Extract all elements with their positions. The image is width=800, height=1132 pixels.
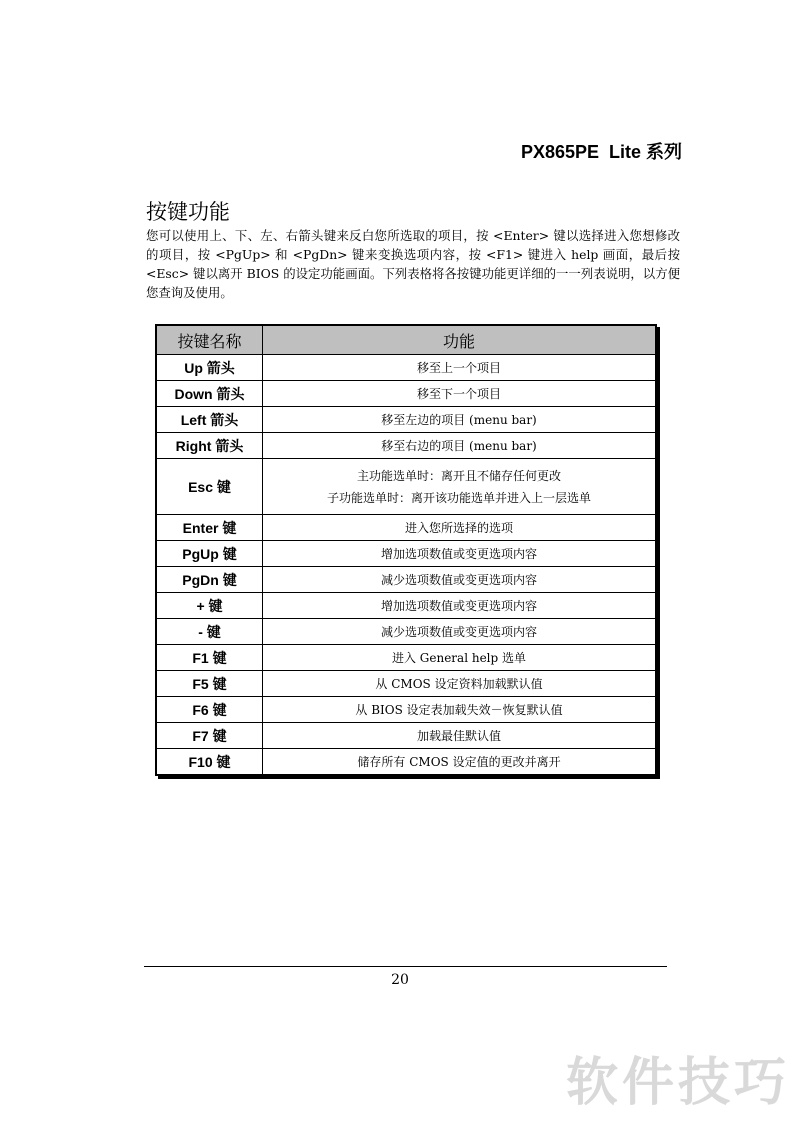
function-cell: 移至下一个项目 <box>263 381 656 407</box>
table-row <box>157 645 656 671</box>
footer-divider <box>144 966 667 967</box>
function-line: 子功能选单时：离开该功能选单并进入上一层选单 <box>326 490 591 505</box>
table-row <box>157 515 656 541</box>
table-row <box>157 433 656 459</box>
function-cell: 从 BIOS 设定表加载失效－恢复默认值 <box>263 697 656 723</box>
table-row <box>157 723 656 749</box>
function-cell: 增加选项数值或变更选项内容 <box>263 541 656 567</box>
table-row <box>157 749 656 775</box>
function-cell: 从 CMOS 设定资料加载默认值 <box>263 671 656 697</box>
table-row <box>157 593 656 619</box>
key-name-cell: PgUp 键 <box>157 541 263 567</box>
section-title: 按键功能 <box>146 200 230 224</box>
key-name-cell: - 键 <box>157 619 263 645</box>
table-row <box>157 459 656 515</box>
table-row <box>157 355 656 381</box>
key-name-cell: + 键 <box>157 593 263 619</box>
function-line: 主功能选单时：离开且不储存任何更改 <box>356 468 561 483</box>
intro-paragraph: 您可以使用上、下、左、右箭头键来反白您所选取的项目，按 <Enter> 键以选择进入您想修改的项目，按 <PgUp> 和 <PgDn> 键来变换选项内容，按 <F1> 键进入 help 画面，最后按 <Esc> 键以离开 BIOS 的设定功能画面。下列表格将各按键功能更详细的一一列表说明，以方便您查询及使用。 <box>146 228 680 300</box>
function-cell <box>263 459 656 515</box>
function-cell: 移至右边的项目 (menu bar) <box>263 433 656 459</box>
table-row <box>157 381 656 407</box>
function-cell: 进入您所选择的选项 <box>263 515 656 541</box>
function-cell: 减少选项数值或变更选项内容 <box>263 619 656 645</box>
key-name-cell: F1 键 <box>157 645 263 671</box>
function-cell: 储存所有 CMOS 设定值的更改并离开 <box>263 749 656 775</box>
key-name-cell: F5 键 <box>157 671 263 697</box>
page-header: PX865PE Lite 系列 <box>520 142 682 162</box>
key-name-cell: Down 箭头 <box>157 381 263 407</box>
key-name-cell: Enter 键 <box>157 515 263 541</box>
key-name-cell: F7 键 <box>157 723 263 749</box>
table-row <box>157 671 656 697</box>
key-name-cell: F6 键 <box>157 697 263 723</box>
key-name-cell: Up 箭头 <box>157 355 263 381</box>
key-name-cell: Esc 键 <box>157 459 263 515</box>
function-cell: 移至上一个项目 <box>263 355 656 381</box>
watermark: 软件技巧 <box>565 1053 790 1113</box>
function-cell: 增加选项数值或变更选项内容 <box>263 593 656 619</box>
table-row <box>157 697 656 723</box>
table-row <box>157 541 656 567</box>
column-header-function: 功能 <box>263 326 656 355</box>
table-row <box>157 619 656 645</box>
key-name-cell: PgDn 键 <box>157 567 263 593</box>
key-name-cell: Right 箭头 <box>157 433 263 459</box>
function-cell: 进入 General help 选单 <box>263 645 656 671</box>
page-number: 20 <box>391 972 409 988</box>
function-cell: 移至左边的项目 (menu bar) <box>263 407 656 433</box>
column-header-key: 按键名称 <box>157 326 263 355</box>
table-row <box>157 567 656 593</box>
key-name-cell: Left 箭头 <box>157 407 263 433</box>
table-row <box>157 407 656 433</box>
key-name-cell: F10 键 <box>157 749 263 775</box>
table-header-row <box>157 326 656 355</box>
function-cell: 减少选项数值或变更选项内容 <box>263 567 656 593</box>
key-function-table <box>155 324 657 776</box>
function-cell: 加载最佳默认值 <box>263 723 656 749</box>
